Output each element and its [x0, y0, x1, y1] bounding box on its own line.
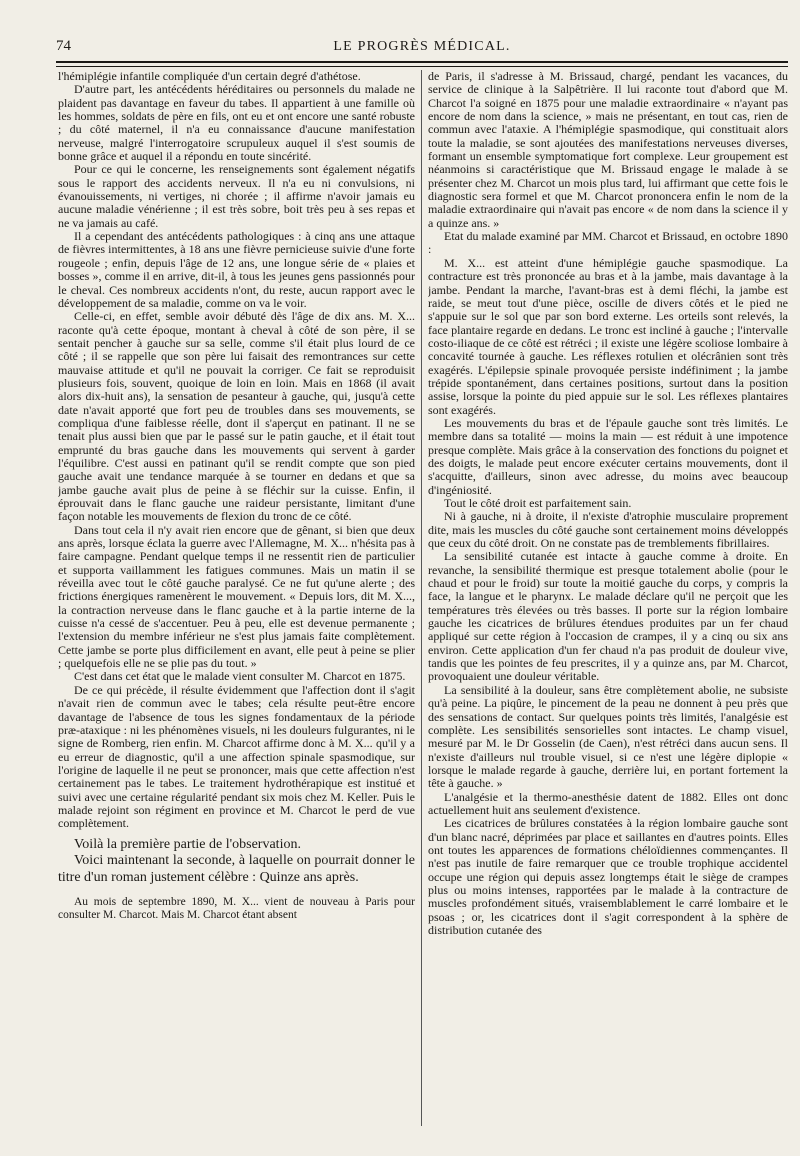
paragraph: La sensibilité cutanée est intacte à gauche comme à droite. En revanche, la sensibilité thermique est presque totalement abolie (pour le chaud et pour le froid) sur toute la moitié gauche du corps, y compris la face, la langue et le pharynx. Le malade déclare qu'il ne perçoit que les températures très élevées ou très basses. Il porte sur la région lombaire gauche les cicatrices de brûlures étendues produites par un fer chaud appliqué sur cette région à l'occasion de crampes, il y a cinq ou six ans environ. Cette application d'un fer chaud n'a pas produit de douleur vive, tandis que les pointes de feu prescrites, il y a quinze ans, par M. Charcot, provoquaient une douleur véritable.	[428, 549, 788, 684]
paragraph: Tout le côté droit est parfaitement sain.	[444, 496, 632, 510]
paragraph: Pour ce qui le concerne, les renseignements sont également négatifs sous le rapport des accidents nerveux. Il n'a eu ni convulsions, ni évanouissements, ni vertiges, ni chorée ; il affirme n'avoir jamais eu aucune maladie vénérienne ; il est très sobre, boit très peu à ses repas et ne va jamais au café.	[58, 162, 415, 230]
paragraph: Etat du malade examiné par MM. Charcot et Brissaud, en octobre 1890 :	[428, 229, 788, 257]
paragraph: Ni à gauche, ni à droite, il n'existe d'atrophie musculaire proprement dite, mais les muscles du côté gauche sont certainement moins développés que ceux du côté droit. On ne constate pas de tremblements fibrillaires.	[428, 509, 788, 551]
left-column	[58, 70, 415, 1156]
running-head: LE PROGRÈS MÉDICAL.	[333, 39, 511, 54]
paragraph: M. X... est atteint d'une hémiplégie gauche spasmodique. La contracture est très prononcée au bras et à la jambe, mais davantage à la jambe. Pendant la marche, l'avant-bras est à demi fléchi, la jambe est raide, se meut tout d'une pièce, oscille de divers côtés et le pied ne s'appuie sur le sol que par son bord externe. Les orteils sont relevés, la face plantaire regarde en dedans. Le tronc est incliné à gauche ; l'intervalle costo-iliaque de ce côté est rétréci ; il existe une légère scoliose lombaire à concavité tournée à gauche. Les réflexes rotulien et olécrânien sont très exagérés. L'épilepsie spinale provoquée persiste indéfiniment ; la jambe trépide spontanément, dans certaines positions, surtout dans la position assise, lorsque la pointe du pied appuie sur le sol. Les réflexes plantaires sont exagérés.	[428, 255, 788, 417]
paragraph: D'autre part, les antécédents héréditaires ou personnels du malade ne plaident pas davantage en faveur du tabes. Il appartient à une famille où les hommes, soldats de père en fils, ont eu et ont encore une santé robuste ; du côté maternel, il n'a eu connaissance d'aucune manifestation nerveuse, malgré l'interrogatoire scrupuleux auquel il s'est soumis de bonne grâce et auquel il a répondu en toute sincérité.	[58, 82, 415, 164]
header-rule-thick	[56, 61, 788, 63]
page-header	[56, 38, 788, 60]
section-transition: Voici maintenant la seconde, à laquelle on pourrait donner le titre d'un roman justement célèbre : Quinze ans après.	[58, 853, 415, 885]
paragraph: Celle-ci, en effet, semble avoir débuté dès l'âge de dix ans. M. X... raconte qu'à cette époque, montant à cheval à côté de son père, il se sentait pencher à gauche sur sa selle, comme s'il était plus lourd de ce côté ; il se rappelle que son père lui faisait des remontrances sur cette mauvaise attitude et qu'il ne pouvait la corriger. Ce fait se reproduisit plusieurs fois, souvent, quoique de loin en loin. Mais en 1868 (il avait alors dix-huit ans), la sensation de pesanteur à gauche, qui, jusqu'à cette date n'avait apporté que fort peu de troubles dans ses mouvements, se compliqua d'une faiblesse réelle, dont il s'aperçut en patinant. Il ne se tenait plus aussi bien que par le passé sur le patin gauche, et il était tout emprunté du bras gauche dans les mouvements qui servent à garder l'équilibre. C'est aussi en patinant qu'il se rendit compte que son pied gauche avait une tendance marquée à se tourner en dedans et que sa jambe gauche avait plus de peine à se fléchir sur la cuisse. Enfin, il éprouvait dans le flanc gauche une raideur persistante, limitant d'une façon notable les mouvements de flexion du tronc de ce côté.	[58, 309, 415, 524]
column-divider	[421, 70, 422, 1126]
paragraph: C'est dans cet état que le malade vient consulter M. Charcot en 1875.	[74, 669, 406, 684]
paragraph: Les cicatrices de brûlures constatées à la région lombaire gauche sont d'un blanc nacré, déprimées par place et saillantes en d'autres points. Elles ont toutes les apparences de formations chéloïdiennes commençantes. Il n'est pas inutile de faire remarquer que ce trouble trophique accidentel occupe une région qui depuis assez longtemps était le siège de crampes plus ou moins intenses, rapportées par le malade à la contracture de muscles profondément situés, vraisemblablement le carré lombaire et le psoas ; or, les cicatrices dont il s'agit correspondent à la sphère de distribution cutanée des	[428, 816, 788, 937]
right-column	[428, 70, 788, 1156]
paragraph: Les mouvements du bras et de l'épaule gauche sont très limités. Le membre dans sa totalité — moins la main — est réduit à une impotence presque complète. Mais grâce à la conservation des fonctions du poignet et des doigts, le malade peut encore exécuter certains mouvements, dont il s'acquitte, d'ailleurs, sinon avec adresse, du moins avec beaucoup d'ingéniosité.	[428, 415, 788, 497]
page-number: 74	[56, 38, 71, 54]
paragraph: de Paris, il s'adresse à M. Brissaud, chargé, pendant les vacances, du service de clinique à la Salpêtrière. Il lui raconte tout d'abord que M. Charcot l'a soigné en 1875 pour une maladie extraordinaire « n'ayant pas encore de nom dans la science, » mais ne présentant, en tout cas, rien de commun avec l'ataxie. A l'hémiplégie spasmodique, qui constituait alors toute la maladie, se sont ajoutées des manifestations nerveuses diverses, formant un ensemble symptomatique fort complexe. Leur groupement est néanmoins si caractéristique que M. Brissaud engage le malade à se présenter chez M. Charcot un mois plus tard, lui affirmant que cette fois le diagnostic sera formel et que M. Charcot prononcera enfin le nom de la maladie extraordinaire qui n'avait pas encore « de nom dans la science il y a quinze ans. »	[428, 70, 788, 230]
paragraph: l'hémiplégie infantile compliquée d'un certain degré d'athétose.	[58, 70, 361, 83]
section-transition: Voilà la première partie de l'observation.	[74, 836, 301, 852]
paragraph: Au mois de septembre 1890, M. X... vient de nouveau à Paris pour consulter M. Charcot. Mais M. Charcot étant absent	[58, 896, 415, 922]
paragraph: De ce qui précède, il résulte évidemment que l'affection dont il s'agit n'avait rien de commun avec le tabes; cela résulte peut-être encore davantage de l'absence de tous les signes fondamentaux de la période præ-ataxique : ni les phénomènes visuels, ni les douleurs fulgurantes, ni le signe de Romberg, rien enfin. M. Charcot affirme donc à M. X... qu'il y a eu erreur de diagnostic, qu'il a une affection spinale spasmodique, sur l'origine de laquelle il ne peut se prononcer, mais que cette affection n'est certainement pas le tabes. Le traitement hydrothérapique est institué et suivi avec une certaine régularité pendant six mois chez M. Keller. Puis le malade rejoint son régiment en province et M. Charcot le perd de vue complètement.	[58, 682, 415, 831]
paragraph: La sensibilité à la douleur, sans être complètement abolie, ne subsiste qu'à peine. La piqûre, le pincement de la peau ne donnent à peu près que des sensations de contact. Sur quelques points très limités, l'analgésie est complète. Les sensibilités sensorielles sont intactes. Le champ visuel, mesuré par M. le Dr Gosselin (de Caen), n'est rétréci dans aucun sens. Il n'existe d'ailleurs nul trouble visuel, si ce n'est une légère diplopie « lorsque le malade regarde à gauche, derrière lui, en portant fortement la tête à gauche. »	[428, 682, 788, 791]
header-rule-thin	[56, 66, 788, 67]
paragraph: L'analgésie et la thermo-anesthésie datent de 1882. Elles ont donc actuellement huit ans seulement d'existence.	[428, 789, 788, 817]
paragraph: Il a cependant des antécédents pathologiques : à cinq ans une attaque de fièvres intermittentes, à 18 ans une fièvre pernicieuse suivie d'une forte rougeole ; enfin, depuis l'âge de 12 ans, une longue série de « plaies et bosses », comme il en arrive, dit-il, à tous les jeunes gens passionnés pour le cheval. Ces nombreux accidents n'ont, du reste, aucun rapport avec le développement de sa maladie, comme on va le voir.	[58, 229, 415, 310]
paragraph: Dans tout cela il n'y avait rien encore que de gênant, si bien que deux ans après, lorsque éclata la guerre avec l'Allemagne, M. X... n'hésita pas à faire campagne. Pendant quelque temps il ne ressentit rien de particulier et supporta vaillamment les fatigues communes. Mais un matin il se réveilla avec tout le côté gauche paralysé. Ce ne fut qu'une alerte ; des frictions énergiques ramenèrent le mouvement. « Depuis lors, dit M. X..., la contraction nerveuse dans le flanc gauche et à la partie interne de la cuisse n'a cessé de s'accentuer. Peu à peu, elle est devenue permanente ; l'extension du membre inférieur ne s'est plus jamais faite complètement. Cette jambe se porte plus difficilement en avant, elle peut à peine se plier ; quelquefois elle ne se plie pas du tout. »	[58, 522, 415, 671]
